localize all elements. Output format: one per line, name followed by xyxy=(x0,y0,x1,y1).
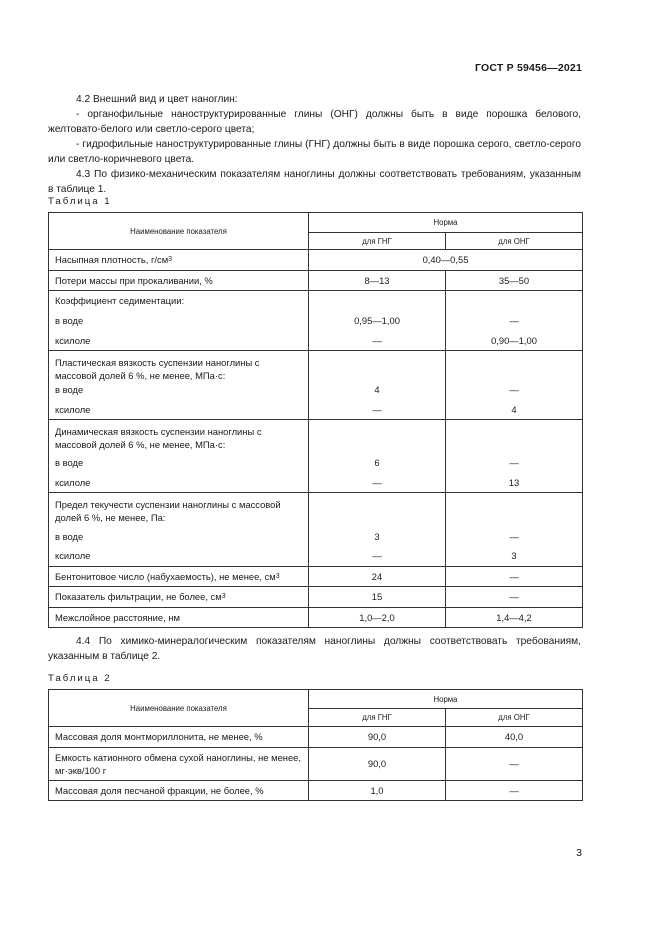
section-4-2-title: 4.2 Внешний вид и цвет наноглин: xyxy=(76,94,238,105)
table-2-header-name: Наименование показателя xyxy=(49,690,309,727)
sed-xyl-gng: — xyxy=(372,334,382,346)
yield-xyl-gng: — xyxy=(372,550,382,562)
density-sup: 3 xyxy=(168,256,173,264)
inter-label: Межслойное расстояние, нм xyxy=(55,612,180,624)
section-4-4 xyxy=(48,634,581,664)
table-row xyxy=(49,566,583,587)
sed-water-label: в воде xyxy=(55,315,84,327)
table-row xyxy=(49,350,583,419)
cec-label: Емкость катионного обмена сухой наноглины, не менее, мг·экв/100 г xyxy=(55,751,301,776)
table-row xyxy=(49,780,583,801)
table-1 xyxy=(48,212,583,628)
filt-ong: — xyxy=(509,591,519,603)
plast-xyl-label: ксилоле xyxy=(55,403,91,415)
density-value: 0,40—0,55 xyxy=(422,254,469,266)
table-2-caption: Таблица 2 xyxy=(48,673,112,684)
sand-label: Массовая доля песчаной фракции, не более, % xyxy=(55,784,264,796)
plast-water-label: в воде xyxy=(55,384,84,396)
document-code: ГОСТ Р 59456—2021 xyxy=(474,62,582,74)
table-row xyxy=(49,493,583,566)
inter-ong: 1,4—4,2 xyxy=(496,612,532,624)
section-4-3: 4.3 По физико-механическим показателям наноглины должны соответствовать требованиям, указанным в таблице 1. xyxy=(48,169,581,195)
filt-sup: 3 xyxy=(221,593,226,601)
dyn-xyl-gng: — xyxy=(372,477,382,489)
filt-label: Показатель фильтрации, не более, см xyxy=(55,591,222,603)
table-row xyxy=(49,607,583,628)
table-2 xyxy=(48,689,583,801)
table-2-header-norm: Норма xyxy=(309,690,583,709)
table-1-header-ong: для ОНГ xyxy=(446,233,583,250)
dyn-water-ong: — xyxy=(509,457,519,469)
table-1-header-norm: Норма xyxy=(309,213,583,233)
bent-sup: 3 xyxy=(275,572,280,580)
loss-label: Потери массы при прокаливании, % xyxy=(55,274,213,286)
dyn-water-gng: 6 xyxy=(374,457,380,469)
table-row xyxy=(49,587,583,608)
yield-water-ong: — xyxy=(509,530,519,542)
table-1-header-name: Наименование показателя xyxy=(49,213,309,250)
dyn-xyl-ong: 13 xyxy=(508,477,520,489)
sed-xyl-ong: 0,90—1,00 xyxy=(491,334,537,346)
yield-label: Предел текучести суспензии наноглины с массовой долей 6 %, не менее, Па: xyxy=(55,499,281,524)
sed-water-ong: — xyxy=(509,315,519,327)
bent-ong: — xyxy=(509,570,519,582)
table-1-header-gng: для ГНГ xyxy=(309,233,446,250)
sed-xyl-label: ксилоле xyxy=(55,334,91,346)
loss-ong: 35—50 xyxy=(498,274,530,286)
filt-gng: 15 xyxy=(371,591,383,603)
dyn-water-label: в воде xyxy=(55,457,84,469)
mont-ong: 40,0 xyxy=(504,731,524,743)
section-4-4-text: 4.4 По химико-минералогическим показателям наноглины должны соответствовать требованиям, указанным в таблице 2. xyxy=(48,636,581,662)
table-2-header-ong: для ОНГ xyxy=(446,709,583,727)
section-4-2-item-1: - органофильные наноструктурированные глины (ОНГ) должны быть в виде порошка белового, желтовато-белого или светло-серого цвета; xyxy=(48,109,581,135)
plast-xyl-gng: — xyxy=(372,403,382,415)
sand-gng: 1,0 xyxy=(370,784,384,796)
cec-gng: 90,0 xyxy=(367,758,387,770)
yield-water-gng: 3 xyxy=(374,530,380,542)
inter-gng: 1,0—2,0 xyxy=(359,612,395,624)
yield-xyl-ong: 3 xyxy=(511,550,517,562)
table-row xyxy=(49,270,583,291)
dyn-xyl-label: ксилоле xyxy=(55,477,91,489)
cec-ong: — xyxy=(509,758,519,770)
sed-label: Коэффициент седиментации: xyxy=(55,295,185,307)
dyn-label: Динамическая вязкость суспензии наноглины с массовой долей 6 %, не менее, МПа·с: xyxy=(55,426,262,451)
table-row xyxy=(49,420,583,493)
loss-gng: 8—13 xyxy=(364,274,390,286)
sed-water-gng: 0,95—1,00 xyxy=(354,315,400,327)
table-1-caption: Таблица 1 xyxy=(48,196,112,207)
yield-water-label: в воде xyxy=(55,530,84,542)
table-row xyxy=(49,291,583,351)
sand-ong: — xyxy=(509,784,519,796)
plast-water-gng: 4 xyxy=(374,384,380,396)
table-2-header-gng: для ГНГ xyxy=(309,709,446,727)
density-label: Насыпная плотность, г/см xyxy=(55,254,169,266)
mont-gng: 90,0 xyxy=(367,731,387,743)
plast-xyl-ong: 4 xyxy=(511,403,517,415)
yield-xyl-label: ксилоле xyxy=(55,550,91,562)
table-row xyxy=(49,747,583,780)
bent-label: Бентонитовое число (набухаемость), не менее, см xyxy=(55,570,276,582)
section-4-2 xyxy=(48,92,581,197)
page-number: 3 xyxy=(576,847,582,859)
plast-water-ong: — xyxy=(509,384,519,396)
mont-label: Массовая доля монтмориллонита, не менее, % xyxy=(55,731,263,743)
bent-gng: 24 xyxy=(371,570,383,582)
section-4-2-item-2: - гидрофильные наноструктурированные глины (ГНГ) должны быть в виде порошка серого, светло-серого или светло-коричневого цвета. xyxy=(48,139,581,165)
table-row xyxy=(49,250,583,271)
plast-label: Пластическая вязкость суспензии наноглины с массовой долей 6 %, не менее, МПа·с: xyxy=(55,356,260,381)
table-row xyxy=(49,727,583,748)
